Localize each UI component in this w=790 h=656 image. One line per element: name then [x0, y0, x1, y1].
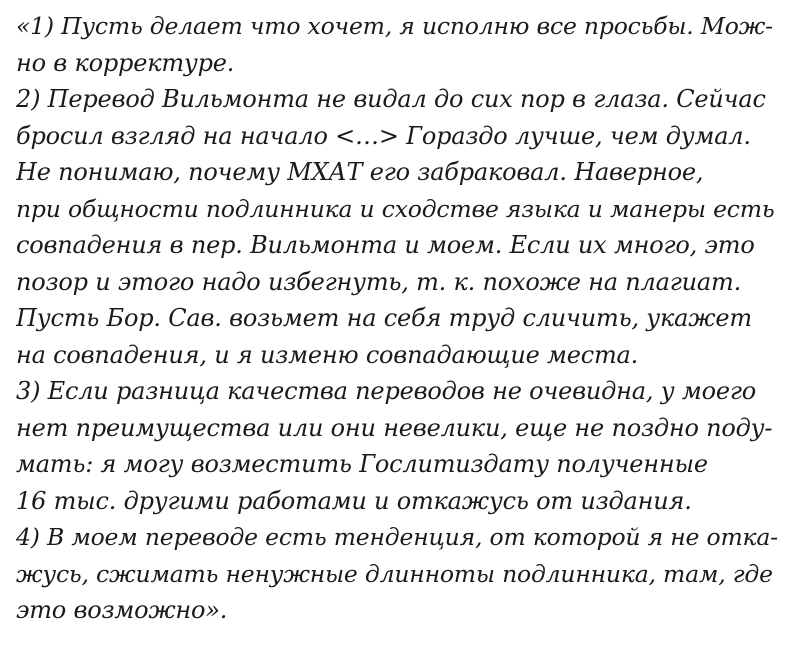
- text-line-17: это возможно».: [16, 596, 228, 624]
- text-line-9: Пусть Бор. Сав. возьмет на себя труд сличить, укажет: [16, 304, 752, 332]
- text-line-5: Не понимаю, почему МХАТ его забраковал. Наверное,: [16, 158, 704, 186]
- text-line-11: 3) Если разница качества переводов не очевидна, у моего: [16, 377, 756, 405]
- text-line-1: «1) Пусть делает что хочет, я исполню все просьбы. Мож-: [16, 12, 773, 40]
- text-line-8: позор и этого надо избегнуть, т. к. похоже на плагиат.: [16, 267, 742, 296]
- text-line-16: жусь, сжимать ненужные длинноты подлинника, там, где: [16, 559, 773, 588]
- text-line-3: 2) Перевод Вильмонта не видал до сих пор в глаза. Сейчас: [16, 85, 766, 113]
- text-line-12: нет преимущества или они невелики, еще не поздно поду-: [16, 413, 773, 442]
- text-line-15: 4) В моем переводе есть тенденция, от которой я не отка-: [16, 523, 778, 551]
- text-line-13: мать: я могу возместить Гослитиздату полученные: [16, 450, 708, 478]
- text-line-2: но в корректуре.: [16, 48, 235, 77]
- text-line-6: при общности подлинника и сходстве языка и манеры есть: [16, 194, 775, 223]
- text-line-10: на совпадения, и я изменю совпадающие места.: [16, 340, 639, 369]
- text-line-14: 16 тыс. другими работами и откажусь от издания.: [16, 486, 692, 515]
- text-line-4: бросил взгляд на начало <…> Гораздо лучше, чем думал.: [16, 121, 751, 150]
- text-line-7: совпадения в пер. Вильмонта и моем. Если их много, это: [16, 231, 755, 259]
